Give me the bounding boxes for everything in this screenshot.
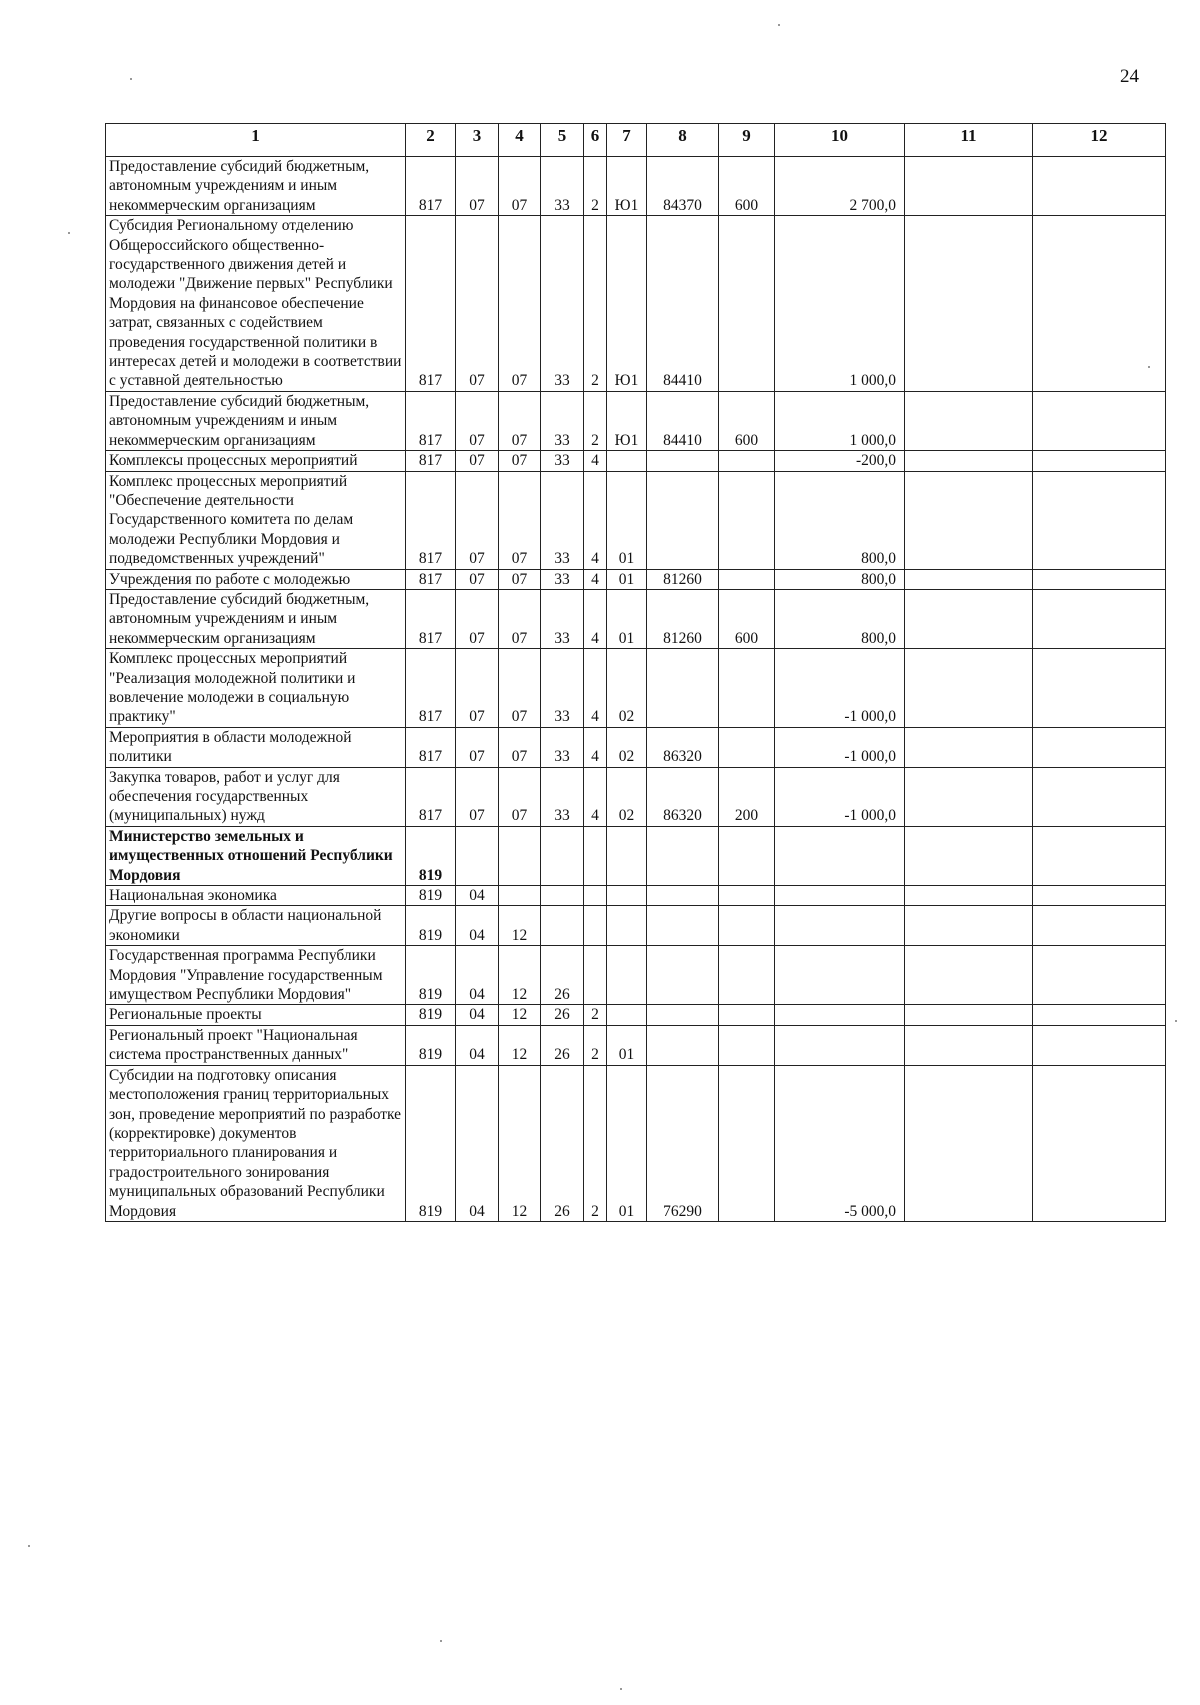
scan-speck: [778, 24, 780, 26]
amount-cell-12: [1033, 649, 1166, 728]
row-name-cell: Министерство земельных и имущественных отношений Республики Мордовия: [106, 826, 406, 885]
row-name-cell: Субсидия Региональному отделению Общероссийского общественно-государственного движения детей и молодежи "Движение первых" Республики Мордовия на финансовое обеспечение затрат, связанных с содействием проведения государственной политики в интересах детей и молодежи в соответствии с уставной деятельностью: [106, 216, 406, 392]
table-row: [106, 906, 1166, 946]
amount-cell-12: [1033, 727, 1166, 767]
page-number: 24: [1120, 66, 1139, 87]
code-cell-8: [647, 1005, 719, 1025]
code-cell-3: 07: [456, 649, 499, 728]
code-cell-2: 817: [406, 451, 456, 471]
row-name-cell: Комплексы процессных мероприятий: [106, 451, 406, 471]
code-cell-6: 4: [584, 767, 607, 826]
code-cell-3: 04: [456, 946, 499, 1005]
amount-cell-11: [905, 906, 1033, 946]
row-name-cell: Предоставление субсидий бюджетным, автономным учреждениям и иным некоммерческим организациям: [106, 157, 406, 216]
code-cell-4: 07: [499, 727, 541, 767]
amount-cell-10: 800,0: [775, 569, 905, 589]
code-cell-7: Ю1: [607, 391, 647, 450]
table-row: [106, 391, 1166, 450]
table-row: [106, 471, 1166, 569]
code-cell-6: 2: [584, 391, 607, 450]
amount-cell-11: [905, 216, 1033, 392]
amount-cell-11: [905, 886, 1033, 906]
code-cell-9: [719, 471, 775, 569]
code-cell-3: 04: [456, 1005, 499, 1025]
code-cell-8: 76290: [647, 1065, 719, 1221]
code-cell-2: 819: [406, 946, 456, 1005]
amount-cell-12: [1033, 1065, 1166, 1221]
code-cell-2: 817: [406, 471, 456, 569]
code-cell-7: [607, 1005, 647, 1025]
code-cell-2: 819: [406, 826, 456, 885]
amount-cell-12: [1033, 1025, 1166, 1065]
amount-cell-12: [1033, 157, 1166, 216]
code-cell-7: [607, 906, 647, 946]
scan-speck: [130, 78, 132, 80]
amount-cell-12: [1033, 886, 1166, 906]
code-cell-6: 4: [584, 451, 607, 471]
code-cell-4: 07: [499, 216, 541, 392]
code-cell-5: 33: [541, 649, 584, 728]
code-cell-9: [719, 216, 775, 392]
column-header-2: 2: [406, 124, 456, 157]
code-cell-6: 2: [584, 216, 607, 392]
code-cell-9: [719, 826, 775, 885]
row-name-cell: Предоставление субсидий бюджетным, автономным учреждениям и иным некоммерческим организациям: [106, 589, 406, 648]
amount-cell-11: [905, 649, 1033, 728]
amount-cell-10: -5 000,0: [775, 1065, 905, 1221]
code-cell-8: [647, 946, 719, 1005]
row-name-cell: Другие вопросы в области национальной экономики: [106, 906, 406, 946]
column-header-12: 12: [1033, 124, 1166, 157]
column-header-7: 7: [607, 124, 647, 157]
code-cell-3: 07: [456, 471, 499, 569]
code-cell-6: [584, 826, 607, 885]
row-name-cell: Учреждения по работе с молодежью: [106, 569, 406, 589]
code-cell-2: 819: [406, 1025, 456, 1065]
budget-table: [105, 123, 1166, 1222]
code-cell-9: [719, 946, 775, 1005]
code-cell-6: 4: [584, 727, 607, 767]
column-header-5: 5: [541, 124, 584, 157]
column-header-1: 1: [106, 124, 406, 157]
scan-speck: [620, 1688, 622, 1690]
code-cell-5: 33: [541, 157, 584, 216]
code-cell-5: [541, 906, 584, 946]
amount-cell-12: [1033, 906, 1166, 946]
code-cell-5: 33: [541, 391, 584, 450]
table-row: [106, 767, 1166, 826]
code-cell-7: 01: [607, 569, 647, 589]
column-header-4: 4: [499, 124, 541, 157]
code-cell-5: [541, 886, 584, 906]
code-cell-7: 02: [607, 727, 647, 767]
code-cell-4: [499, 886, 541, 906]
code-cell-9: [719, 1025, 775, 1065]
code-cell-4: 07: [499, 391, 541, 450]
code-cell-8: 84410: [647, 216, 719, 392]
code-cell-5: 26: [541, 1005, 584, 1025]
code-cell-3: 07: [456, 767, 499, 826]
amount-cell-12: [1033, 1005, 1166, 1025]
code-cell-4: 12: [499, 1025, 541, 1065]
code-cell-2: 817: [406, 216, 456, 392]
code-cell-8: [647, 451, 719, 471]
code-cell-7: 02: [607, 649, 647, 728]
code-cell-8: [647, 906, 719, 946]
column-header-8: 8: [647, 124, 719, 157]
code-cell-4: 07: [499, 767, 541, 826]
code-cell-7: 01: [607, 1065, 647, 1221]
code-cell-4: 07: [499, 471, 541, 569]
row-name-cell: Мероприятия в области молодежной политики: [106, 727, 406, 767]
code-cell-3: [456, 826, 499, 885]
code-cell-5: [541, 826, 584, 885]
code-cell-4: 12: [499, 906, 541, 946]
table-row: [106, 1005, 1166, 1025]
code-cell-8: [647, 649, 719, 728]
code-cell-5: 26: [541, 1025, 584, 1065]
column-header-10: 10: [775, 124, 905, 157]
code-cell-5: 26: [541, 1065, 584, 1221]
code-cell-5: 33: [541, 216, 584, 392]
amount-cell-10: [775, 946, 905, 1005]
amount-cell-11: [905, 391, 1033, 450]
code-cell-8: 86320: [647, 727, 719, 767]
table-row: [106, 451, 1166, 471]
code-cell-9: 200: [719, 767, 775, 826]
code-cell-2: 817: [406, 727, 456, 767]
code-cell-9: [719, 1005, 775, 1025]
code-cell-9: [719, 886, 775, 906]
code-cell-7: [607, 946, 647, 1005]
code-cell-4: 07: [499, 451, 541, 471]
row-name-cell: Комплекс процессных мероприятий "Реализация молодежной политики и вовлечение молодежи в социальную практику": [106, 649, 406, 728]
code-cell-2: 817: [406, 589, 456, 648]
code-cell-7: 01: [607, 589, 647, 648]
amount-cell-10: [775, 1005, 905, 1025]
code-cell-9: [719, 649, 775, 728]
code-cell-5: 33: [541, 727, 584, 767]
amount-cell-11: [905, 451, 1033, 471]
code-cell-4: [499, 826, 541, 885]
table-row: [106, 1065, 1166, 1221]
amount-cell-10: -200,0: [775, 451, 905, 471]
amount-cell-11: [905, 471, 1033, 569]
code-cell-9: 600: [719, 391, 775, 450]
code-cell-9: [719, 1065, 775, 1221]
table-row: [106, 216, 1166, 392]
code-cell-6: [584, 886, 607, 906]
row-name-cell: Региональный проект "Национальная система пространственных данных": [106, 1025, 406, 1065]
code-cell-7: [607, 451, 647, 471]
amount-cell-11: [905, 569, 1033, 589]
amount-cell-10: [775, 886, 905, 906]
amount-cell-11: [905, 826, 1033, 885]
row-name-cell: Предоставление субсидий бюджетным, автономным учреждениям и иным некоммерческим организациям: [106, 391, 406, 450]
code-cell-8: 84370: [647, 157, 719, 216]
amount-cell-11: [905, 727, 1033, 767]
amount-cell-10: -1 000,0: [775, 649, 905, 728]
amount-cell-10: 2 700,0: [775, 157, 905, 216]
amount-cell-12: [1033, 826, 1166, 885]
code-cell-3: 07: [456, 569, 499, 589]
code-cell-4: 12: [499, 1005, 541, 1025]
code-cell-3: 04: [456, 886, 499, 906]
scan-speck: [68, 232, 70, 234]
row-name-cell: Комплекс процессных мероприятий "Обеспечение деятельности Государственного комитета по делам молодежи Республики Мордовия и подведомственных учреждений": [106, 471, 406, 569]
code-cell-8: [647, 471, 719, 569]
code-cell-5: 33: [541, 589, 584, 648]
amount-cell-11: [905, 1005, 1033, 1025]
code-cell-6: [584, 906, 607, 946]
code-cell-4: 12: [499, 1065, 541, 1221]
amount-cell-12: [1033, 391, 1166, 450]
code-cell-6: 4: [584, 569, 607, 589]
column-header-3: 3: [456, 124, 499, 157]
amount-cell-12: [1033, 216, 1166, 392]
code-cell-2: 819: [406, 906, 456, 946]
amount-cell-10: 800,0: [775, 589, 905, 648]
table-row: [106, 157, 1166, 216]
amount-cell-10: [775, 906, 905, 946]
code-cell-4: 07: [499, 157, 541, 216]
amount-cell-10: 1 000,0: [775, 216, 905, 392]
column-header-6: 6: [584, 124, 607, 157]
code-cell-2: 819: [406, 1005, 456, 1025]
code-cell-3: 07: [456, 589, 499, 648]
code-cell-5: 33: [541, 471, 584, 569]
scan-speck: [440, 1640, 442, 1642]
code-cell-7: 01: [607, 1025, 647, 1065]
code-cell-7: [607, 826, 647, 885]
amount-cell-10: [775, 826, 905, 885]
table-row: [106, 589, 1166, 648]
code-cell-2: 817: [406, 569, 456, 589]
column-header-11: 11: [905, 124, 1033, 157]
code-cell-3: 07: [456, 727, 499, 767]
amount-cell-12: [1033, 946, 1166, 1005]
table-row: [106, 649, 1166, 728]
code-cell-6: 2: [584, 1025, 607, 1065]
code-cell-6: [584, 946, 607, 1005]
code-cell-7: [607, 886, 647, 906]
amount-cell-11: [905, 767, 1033, 826]
code-cell-9: 600: [719, 589, 775, 648]
code-cell-2: 817: [406, 391, 456, 450]
code-cell-2: 817: [406, 767, 456, 826]
scan-speck: [1175, 1020, 1177, 1022]
column-header-9: 9: [719, 124, 775, 157]
code-cell-9: [719, 906, 775, 946]
row-name-cell: Закупка товаров, работ и услуг для обеспечения государственных (муниципальных) нужд: [106, 767, 406, 826]
row-name-cell: Национальная экономика: [106, 886, 406, 906]
code-cell-6: 4: [584, 471, 607, 569]
code-cell-8: [647, 886, 719, 906]
amount-cell-12: [1033, 451, 1166, 471]
code-cell-6: 2: [584, 1005, 607, 1025]
amount-cell-12: [1033, 569, 1166, 589]
code-cell-3: 07: [456, 451, 499, 471]
table-row: [106, 1025, 1166, 1065]
table-row: [106, 826, 1166, 885]
amount-cell-10: 800,0: [775, 471, 905, 569]
amount-cell-11: [905, 589, 1033, 648]
code-cell-7: 01: [607, 471, 647, 569]
header-row: [106, 124, 1166, 157]
amount-cell-10: [775, 1025, 905, 1065]
amount-cell-12: [1033, 471, 1166, 569]
row-name-cell: Субсидии на подготовку описания местоположения границ территориальных зон, проведение мероприятий по разработке (корректировке) документов территориального планирования и градостроительного зонирования муниципальных образований Республики Мордовия: [106, 1065, 406, 1221]
scan-speck: [28, 1545, 30, 1547]
code-cell-4: 07: [499, 569, 541, 589]
amount-cell-11: [905, 946, 1033, 1005]
table-row: [106, 569, 1166, 589]
code-cell-9: 600: [719, 157, 775, 216]
code-cell-3: 07: [456, 216, 499, 392]
code-cell-7: Ю1: [607, 157, 647, 216]
row-name-cell: Государственная программа Республики Мордовия "Управление государственным имуществом Республики Мордовия": [106, 946, 406, 1005]
amount-cell-11: [905, 1065, 1033, 1221]
code-cell-2: 817: [406, 649, 456, 728]
code-cell-3: 07: [456, 157, 499, 216]
amount-cell-11: [905, 157, 1033, 216]
amount-cell-10: 1 000,0: [775, 391, 905, 450]
code-cell-6: 2: [584, 157, 607, 216]
code-cell-3: 07: [456, 391, 499, 450]
code-cell-8: [647, 1025, 719, 1065]
amount-cell-12: [1033, 589, 1166, 648]
code-cell-2: 819: [406, 886, 456, 906]
code-cell-6: 4: [584, 589, 607, 648]
code-cell-5: 26: [541, 946, 584, 1005]
table-row: [106, 727, 1166, 767]
code-cell-5: 33: [541, 451, 584, 471]
code-cell-9: [719, 727, 775, 767]
code-cell-9: [719, 569, 775, 589]
code-cell-3: 04: [456, 1025, 499, 1065]
code-cell-8: 81260: [647, 569, 719, 589]
code-cell-6: 2: [584, 1065, 607, 1221]
code-cell-6: 4: [584, 649, 607, 728]
code-cell-5: 33: [541, 767, 584, 826]
code-cell-4: 07: [499, 589, 541, 648]
amount-cell-12: [1033, 767, 1166, 826]
scan-speck: [1148, 366, 1150, 368]
row-name-cell: Региональные проекты: [106, 1005, 406, 1025]
code-cell-8: [647, 826, 719, 885]
code-cell-7: Ю1: [607, 216, 647, 392]
code-cell-3: 04: [456, 906, 499, 946]
code-cell-8: 81260: [647, 589, 719, 648]
code-cell-8: 86320: [647, 767, 719, 826]
code-cell-2: 819: [406, 1065, 456, 1221]
code-cell-7: 02: [607, 767, 647, 826]
code-cell-3: 04: [456, 1065, 499, 1221]
amount-cell-10: -1 000,0: [775, 767, 905, 826]
amount-cell-11: [905, 1025, 1033, 1065]
code-cell-9: [719, 451, 775, 471]
code-cell-5: 33: [541, 569, 584, 589]
code-cell-8: 84410: [647, 391, 719, 450]
code-cell-4: 07: [499, 649, 541, 728]
table-row: [106, 886, 1166, 906]
code-cell-2: 817: [406, 157, 456, 216]
table-body: [106, 157, 1166, 1222]
table-row: [106, 946, 1166, 1005]
code-cell-4: 12: [499, 946, 541, 1005]
amount-cell-10: -1 000,0: [775, 727, 905, 767]
